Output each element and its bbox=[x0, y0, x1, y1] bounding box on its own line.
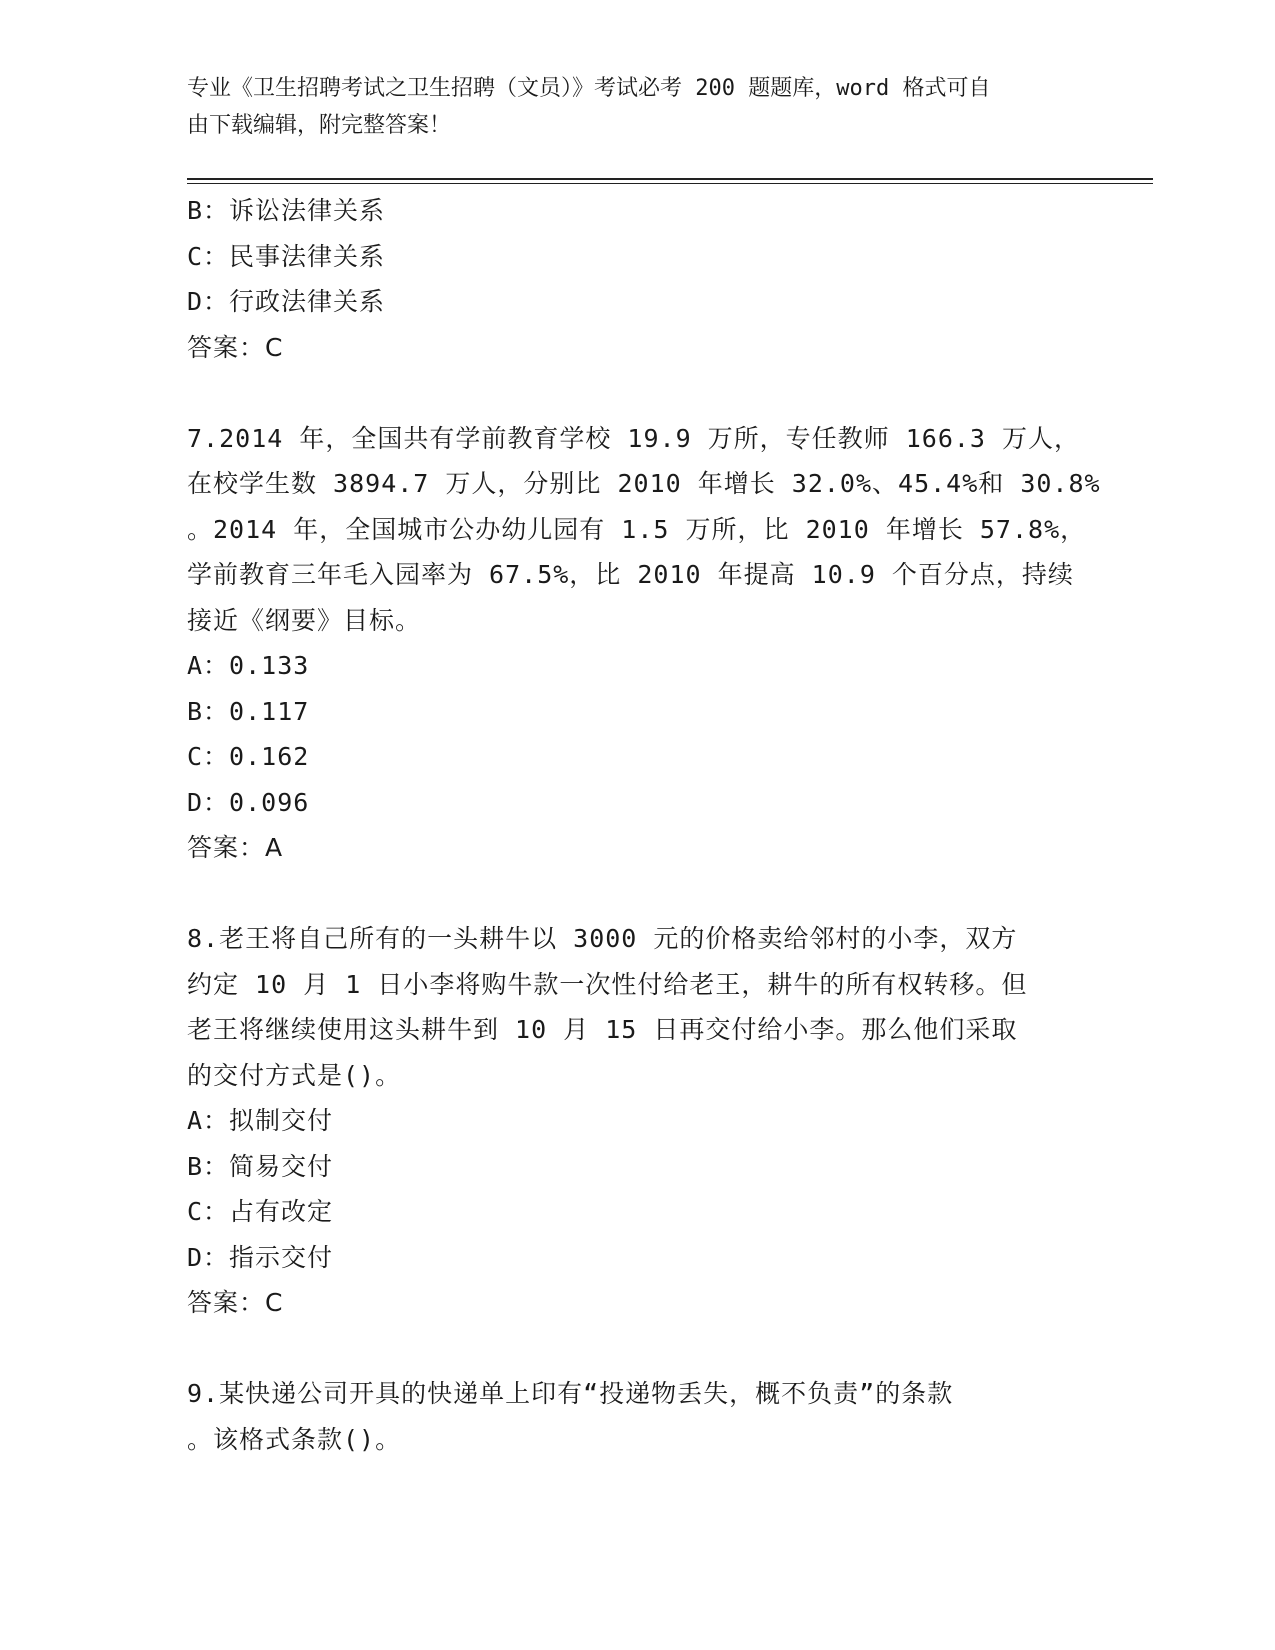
q9-stem-line: 。该格式条款()。 bbox=[187, 1424, 402, 1454]
option-d: D：行政法律关系 bbox=[187, 287, 386, 316]
q8-option-c: C：占有改定 bbox=[187, 1197, 334, 1226]
q7-stem-line: 在校学生数 3894.7 万人，分别比 2010 年增长 32.0%、45.4%和 30.8% bbox=[187, 469, 1101, 498]
q8-stem-line: 8.老王将自己所有的一头耕牛以 3000 元的价格卖给邻村的小李，双方 bbox=[187, 924, 1018, 953]
header-line-2: 由下载编辑，附完整答案！ bbox=[187, 113, 452, 138]
q8-stem-line: 约定 10 月 1 日小李将购牛款一次性付给老王，耕牛的所有权转移。但 bbox=[187, 969, 1028, 999]
q7-answer: 答案：A bbox=[187, 833, 284, 862]
answer-line: 答案：C bbox=[187, 332, 284, 362]
header-divider-thick bbox=[187, 178, 1153, 180]
header-divider-thin bbox=[187, 183, 1153, 184]
spacer bbox=[187, 370, 1087, 416]
question-content bbox=[187, 188, 1101, 1462]
q7-stem-line: 接近《纲要》目标。 bbox=[187, 605, 422, 635]
spacer bbox=[187, 871, 1087, 917]
option-b: B：诉讼法律关系 bbox=[187, 196, 386, 225]
q9-stem-line: 9.某快递公司开具的快递单上印有“投递物丢失，概不负责”的条款 bbox=[187, 1379, 954, 1408]
q8-option-a: A：拟制交付 bbox=[187, 1106, 334, 1135]
q8-option-d: D：指示交付 bbox=[187, 1242, 334, 1272]
option-c: C：民事法律关系 bbox=[187, 241, 386, 271]
header-line-1: 专业《卫生招聘考试之卫生招聘（文员）》考试必考 200 题题库，word 格式可自 bbox=[187, 76, 991, 101]
spacer bbox=[187, 1326, 1087, 1372]
q7-option-c: C：0.162 bbox=[187, 742, 310, 771]
q8-stem-line: 老王将继续使用这头耕牛到 10 月 15 日再交付给小李。那么他们采取 bbox=[187, 1015, 1018, 1044]
q8-answer: 答案：C bbox=[187, 1288, 284, 1317]
q8-stem-line: 的交付方式是()。 bbox=[187, 1060, 402, 1090]
q7-stem-line: 学前教育三年毛入园率为 67.5%，比 2010 年提高 10.9 个百分点，持续 bbox=[187, 560, 1074, 589]
q7-option-b: B：0.117 bbox=[187, 696, 310, 726]
page-header bbox=[187, 70, 1067, 144]
q7-stem-line: 7.2014 年，全国共有学前教育学校 19.9 万所，专任教师 166.3 万人， bbox=[187, 423, 1081, 453]
q7-option-a: A：0.133 bbox=[187, 651, 310, 680]
q8-option-b: B：简易交付 bbox=[187, 1151, 334, 1181]
q7-stem-line: 。2014 年，全国城市公办幼儿园有 1.5 万所，比 2010 年增长 57.8%， bbox=[187, 514, 1087, 544]
q7-option-d: D：0.096 bbox=[187, 787, 310, 817]
